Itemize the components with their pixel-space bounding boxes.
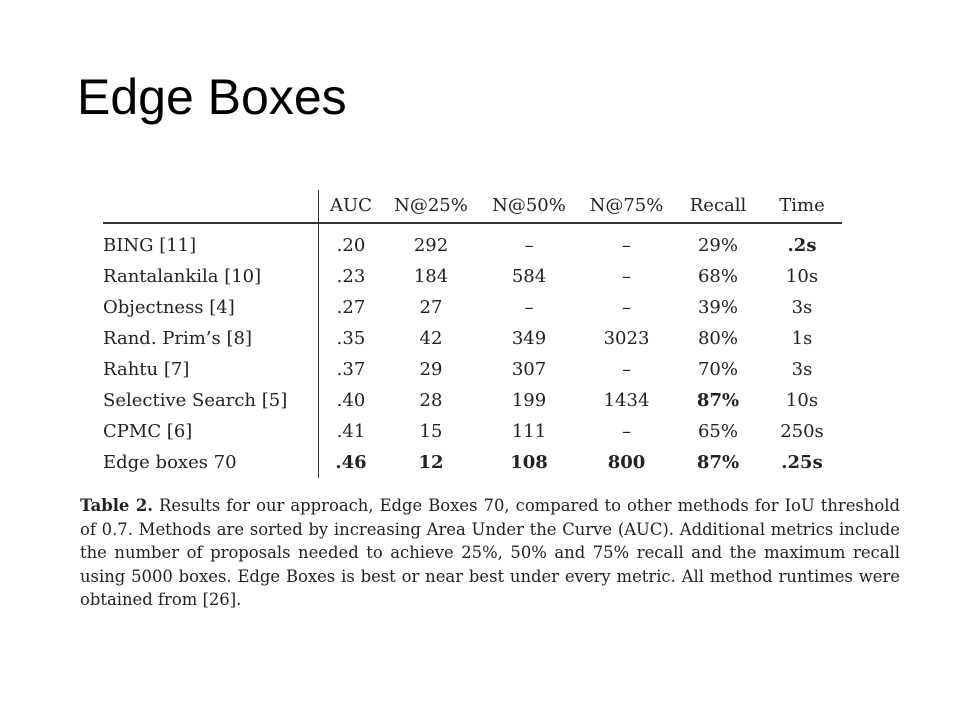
cell-method: Edge boxes 70 [103, 447, 319, 478]
cell-n75: – [622, 297, 631, 318]
cell-n75: – [622, 235, 631, 256]
table-row [103, 223, 842, 261]
caption-label: Table 2. [80, 496, 153, 515]
cell-n50: 349 [511, 328, 547, 349]
cell-n25: 184 [413, 266, 449, 287]
cell-auc: .40 [336, 390, 366, 411]
cell-auc: .46 [335, 452, 367, 473]
header-auc: AUC [319, 190, 384, 223]
cell-method: Rantalankila [10] [103, 261, 319, 292]
cell-method: Rand. Prim’s [8] [103, 323, 319, 354]
cell-n75: – [622, 359, 631, 380]
cell-time: 3s [791, 359, 813, 380]
header-time: Time [762, 190, 842, 223]
cell-auc: .27 [336, 297, 366, 318]
cell-time: 3s [791, 297, 813, 318]
cell-n25: 15 [419, 421, 443, 442]
cell-n75: – [622, 266, 631, 287]
cell-n50: 111 [511, 421, 547, 442]
cell-time: 1s [791, 328, 813, 349]
cell-n50: 108 [510, 452, 548, 473]
cell-recall: 68% [697, 266, 738, 287]
cell-n50: 307 [511, 359, 547, 380]
cell-method: BING [11] [103, 223, 319, 261]
table-row [103, 323, 842, 354]
cell-n25: 29 [419, 359, 443, 380]
cell-auc: .20 [336, 235, 366, 256]
cell-recall: 65% [697, 421, 738, 442]
cell-recall: 70% [697, 359, 738, 380]
cell-n50: 199 [511, 390, 547, 411]
cell-recall: 29% [697, 235, 738, 256]
cell-method: CPMC [6] [103, 416, 319, 447]
table-caption [80, 494, 900, 612]
header-n75: N@75% [579, 190, 674, 223]
table-row [103, 292, 842, 323]
cell-auc: .23 [336, 266, 366, 287]
cell-n50: 584 [511, 266, 547, 287]
cell-n75: – [622, 421, 631, 442]
results-table [103, 190, 842, 478]
cell-n25: 27 [419, 297, 443, 318]
table-row [103, 354, 842, 385]
slide-title: Edge Boxes [77, 69, 347, 125]
cell-n25: 12 [418, 452, 444, 473]
caption-text: Results for our approach, Edge Boxes 70, compared to other methods for IoU threshold of 0.7. Methods are sorted by increasing Area Under the Curve (AUC). Additional metrics include the number of proposals needed to achieve 25%, 50% and 75% recall and the maximum recall using 5000 boxes. Edge Boxes is best or near best under every metric. All method runtimes were obtained from [26]. [80, 496, 900, 609]
cell-recall: 87% [696, 390, 740, 411]
cell-recall: 39% [697, 297, 738, 318]
cell-method: Objectness [4] [103, 292, 319, 323]
cell-recall: 80% [697, 328, 738, 349]
cell-auc: .35 [336, 328, 366, 349]
cell-n75: 1434 [603, 390, 650, 411]
cell-auc: .37 [336, 359, 366, 380]
cell-n25: 28 [419, 390, 443, 411]
cell-time: 10s [785, 390, 819, 411]
cell-time: .25s [781, 452, 823, 473]
cell-n75: 3023 [603, 328, 650, 349]
cell-auc: .41 [336, 421, 366, 442]
cell-n75: 800 [607, 452, 646, 473]
cell-method: Selective Search [5] [103, 385, 319, 416]
cell-n25: 292 [413, 235, 449, 256]
cell-n25: 42 [419, 328, 443, 349]
header-recall: Recall [674, 190, 762, 223]
table-header-row [103, 190, 842, 223]
table-row [103, 416, 842, 447]
header-n50: N@50% [479, 190, 579, 223]
cell-recall: 87% [696, 452, 740, 473]
cell-time: 10s [785, 266, 819, 287]
cell-n50: – [524, 235, 534, 256]
cell-n50: – [524, 297, 534, 318]
cell-time: .2s [787, 235, 817, 256]
cell-time: 250s [780, 421, 824, 442]
table-row [103, 385, 842, 416]
header-n25: N@25% [383, 190, 479, 223]
table-row [103, 261, 842, 292]
table-row [103, 447, 842, 478]
header-method [103, 190, 319, 223]
cell-method: Rahtu [7] [103, 354, 319, 385]
